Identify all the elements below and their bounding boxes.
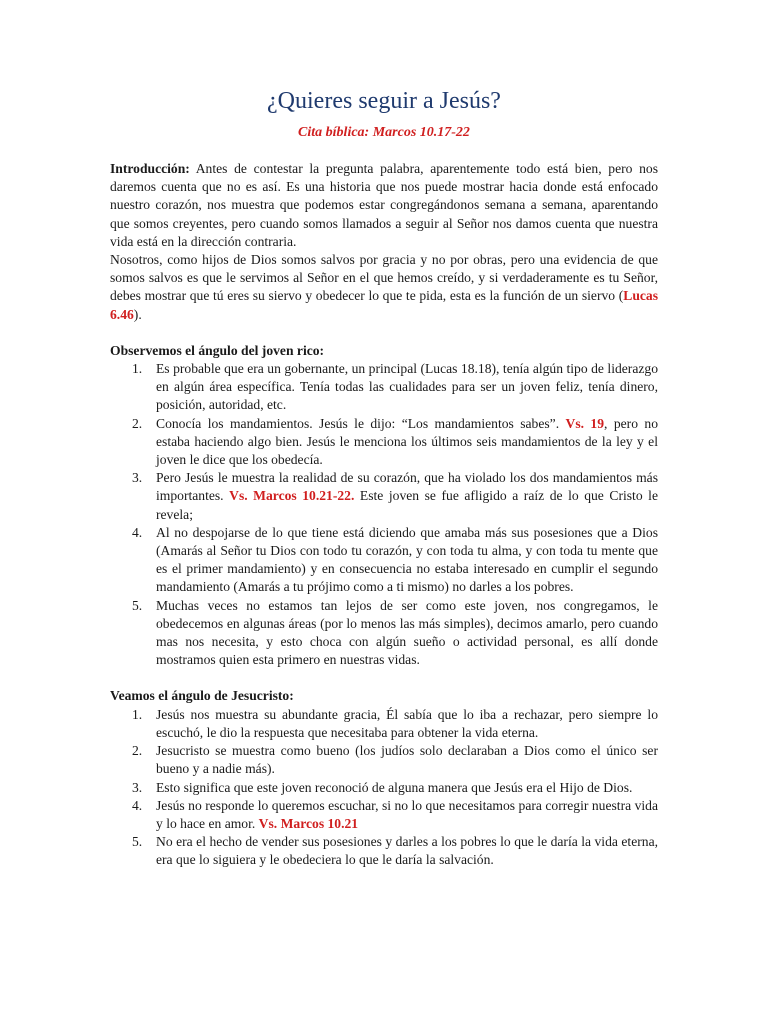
- page-title: ¿Quieres seguir a Jesús?: [267, 88, 501, 114]
- scripture-reference: Lucas 6.46: [110, 288, 658, 322]
- intro-paragraph-2: [110, 251, 658, 324]
- list-number: 4.: [132, 524, 143, 540]
- list-text: Pero Jesús le muestra la realidad de su corazón, que ha violado los dos mandamientos más importantes.: [156, 470, 658, 504]
- list-item: [110, 779, 658, 797]
- list-text: No era el hecho de vender sus posesiones y darles a los pobres lo que le daría la vida eterna, era que lo siguiera y le obedeciera lo que le daría la salvación.: [156, 834, 658, 868]
- list-jesus: [110, 706, 658, 870]
- list-number: 4.: [132, 797, 143, 813]
- section-heading-young-ruler: Observemos el ángulo del joven rico:: [110, 342, 325, 358]
- list-text-after: Este joven se fue afligido a raíz de lo que Cristo le revela;: [156, 488, 658, 522]
- intro-text: Antes de contestar la pregunta palabra, aparentemente todo está bien, pero nos daremos cuenta que no es así. Es una historia que nos puede mostrar hacia donde está enfocado nuestro corazón, nos muestra que podemos estar congregándonos semana a semana, aparentando que somos creyentes, pero cuando somos llamados a seguir al Señor nos damos cuenta que nuestra vida está en la dirección contraria.: [110, 161, 658, 249]
- list-item: [110, 833, 658, 869]
- list-text-after: , pero no estaba haciendo algo bien. Jesús le menciona los últimos seis mandamientos de la ley y el joven le dice que los obedecía.: [156, 415, 658, 468]
- intro-text-end: ).: [133, 306, 142, 322]
- list-item: [110, 742, 658, 778]
- list-text: Jesús no responde lo queremos escuchar, si no lo que necesitamos para corregir nuestra vida y lo hace en amor.: [156, 797, 658, 831]
- list-text: Muchas veces no estamos tan lejos de ser como este joven, nos congregamos, le obedecemos en algunas áreas (por lo menos las más simples), decimos amarlo, pero cuando mas nos necesita, y esto choca con algún sueño o actividad personal, es allí donde mostramos quien esta primero en nuestras vidas.: [156, 597, 658, 668]
- scripture-reference: Vs. Marcos 10.21: [258, 815, 359, 831]
- list-number: 3.: [132, 779, 143, 795]
- list-item: [110, 524, 658, 597]
- list-item: [110, 415, 658, 470]
- list-number: 2.: [132, 415, 143, 431]
- list-text: Jesucristo se muestra como bueno (los judíos solo declaraban a Dios como el único ser bueno y a nadie más).: [156, 743, 658, 777]
- list-number: 5.: [132, 597, 143, 613]
- list-number: 2.: [132, 743, 143, 759]
- list-text: Esto significa que este joven reconoció de alguna manera que Jesús era el Hijo de Dios.: [156, 779, 633, 795]
- list-number: 3.: [132, 470, 143, 486]
- list-item: [110, 597, 658, 670]
- scripture-reference: Vs. 19: [565, 415, 605, 431]
- list-young-ruler: [110, 360, 658, 669]
- scripture-reference: Vs. Marcos 10.21-22.: [229, 488, 355, 504]
- list-number: 5.: [132, 834, 143, 850]
- list-number: 1.: [132, 706, 143, 722]
- section-heading-jesus: Veamos el ángulo de Jesucristo:: [110, 688, 294, 704]
- list-item: [110, 469, 658, 524]
- intro-paragraph: [110, 160, 658, 251]
- list-item: [110, 797, 658, 833]
- list-text: Al no despojarse de lo que tiene está diciendo que amaba más sus posesiones que a Dios (Amarás al Señor tu Dios con todo tu corazón, y con toda tu alma, y con toda tu mente que es el primer mandamiento) y en consecuencia no estaba interesado en cumplir el segundo mandamiento (Amarás a tu prójimo como a ti mismo) no darles a los pobres.: [156, 524, 658, 595]
- list-item: [110, 706, 658, 742]
- intro-text-2: Nosotros, como hijos de Dios somos salvos por gracia y no por obras, pero una evidencia de que somos salvos es que le servimos al Señor en el que hemos creído, y si verdaderamente es tu Señor, debes mostrar que tú eres su siervo y obedecer lo que te pida, esta es la función de un siervo (: [110, 252, 658, 304]
- list-text: Conocía los mandamientos. Jesús le dijo: “Los mandamientos sabes”.: [156, 415, 566, 431]
- document-body: [110, 160, 658, 870]
- list-text: Jesús nos muestra su abundante gracia, Él sabía que lo iba a rechazar, pero siempre lo escuchó, le dio la respuesta que necesitaba para obtener la vida eterna.: [156, 706, 658, 740]
- bible-citation: Cita bíblica: Marcos 10.17-22: [298, 125, 470, 140]
- list-item: [110, 360, 658, 415]
- intro-label: Introducción:: [110, 161, 190, 176]
- list-number: 1.: [132, 361, 143, 377]
- list-text: Es probable que era un gobernante, un principal (Lucas 18.18), tenía algún tipo de liderazgo en algún área específica. Tenía todas las cualidades para ser un joven feliz, tenía dinero, posición, autoridad, etc.: [156, 361, 658, 413]
